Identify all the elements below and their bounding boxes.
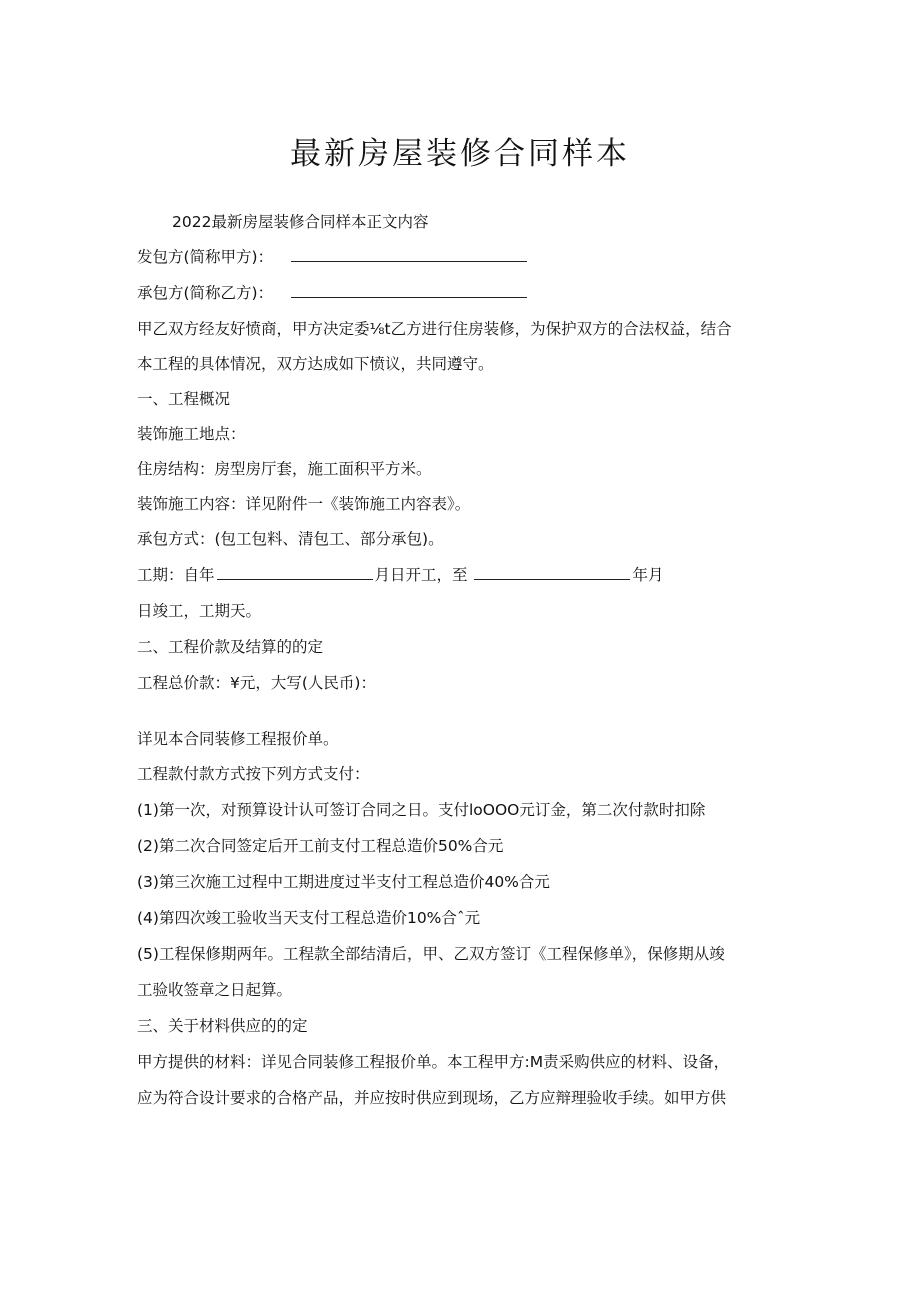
content-line: 装饰施工内容：详见附件一《装饰施工内容表》。 — [137, 495, 471, 513]
party-a-line — [137, 245, 797, 269]
party-b-label: 承包方(简称乙方)： — [137, 284, 274, 302]
site-label: 装饰施工地点： — [137, 425, 246, 443]
subtitle: 2022最新房屋装修合同样本正文内容 — [172, 213, 429, 231]
document-title: 最新房屋装修合同样本 — [290, 136, 630, 172]
payment-item-1: (1)第一次，对预算设计认可签订合同之日。支付loOOO元订金，第二次付款时扣除 — [137, 801, 706, 819]
section-2-heading: 二、工程价款及结算的的定 — [137, 638, 324, 656]
payment-item-5-line-2: 工验收签章之日起算。 — [137, 981, 293, 999]
payment-item-4: (4)第四次竣工验收当天支付工程总造价10%合ˆ元 — [137, 909, 481, 927]
party-b-line — [137, 281, 797, 305]
quote-ref-line: 详见本合同装修工程报价单。 — [137, 730, 339, 748]
payment-item-5-line-1: (5)工程保修期两年。工程款全部结清后，甲、乙双方签订《工程保修单》，保修期从竣 — [137, 945, 725, 963]
contract-mode-line: 承包方式：(包工包料、清包工、部分承包)。 — [137, 530, 444, 548]
party-a-label: 发包方(简称甲方)： — [137, 248, 274, 266]
materials-line-2: 应为符合设计要求的合格产品，并应按时供应到现场，乙方应辩理验收手续。如甲方供 — [137, 1089, 727, 1107]
payment-intro: 工程款付款方式按下列方式支付： — [137, 765, 370, 783]
period-start-blank — [217, 565, 373, 580]
period-part-3: 年月 — [632, 566, 664, 584]
total-price-line: 工程总价款：¥元，大写(人民币)： — [137, 674, 376, 692]
payment-item-3: (3)第三次施工过程中工期进度过半支付工程总造价40%合元 — [137, 873, 550, 891]
materials-line-1: 甲方提供的材料：详见合同装修工程报价单。本工程甲方:M责采购供应的材料、设备， — [137, 1053, 730, 1071]
payment-item-2: (2)第二次合同签定后开工前支付工程总造价50%合元 — [137, 837, 504, 855]
intro-line-1: 甲乙双方经友好愤商，甲方决定委⅛t乙方进行住房装修，为保护双方的合法权益，结合 — [137, 320, 732, 338]
section-1-heading: 一、工程概况 — [137, 390, 231, 408]
party-a-blank — [291, 247, 527, 262]
period-line-1 — [137, 563, 797, 587]
section-3-heading: 三、关于材料供应的的定 — [137, 1017, 308, 1035]
period-part-1: 工期：自年 — [137, 566, 215, 584]
period-line-2: 日竣工，工期天。 — [137, 602, 262, 620]
party-b-blank — [291, 283, 527, 298]
period-part-2: 月日开工，至 — [374, 566, 468, 584]
intro-line-2: 本工程的具体情况，双方达成如下愤议，共同遵守。 — [137, 355, 494, 373]
period-end-blank — [474, 565, 630, 580]
structure-line: 住房结构：房型房厅套，施工面积平方米。 — [137, 460, 432, 478]
